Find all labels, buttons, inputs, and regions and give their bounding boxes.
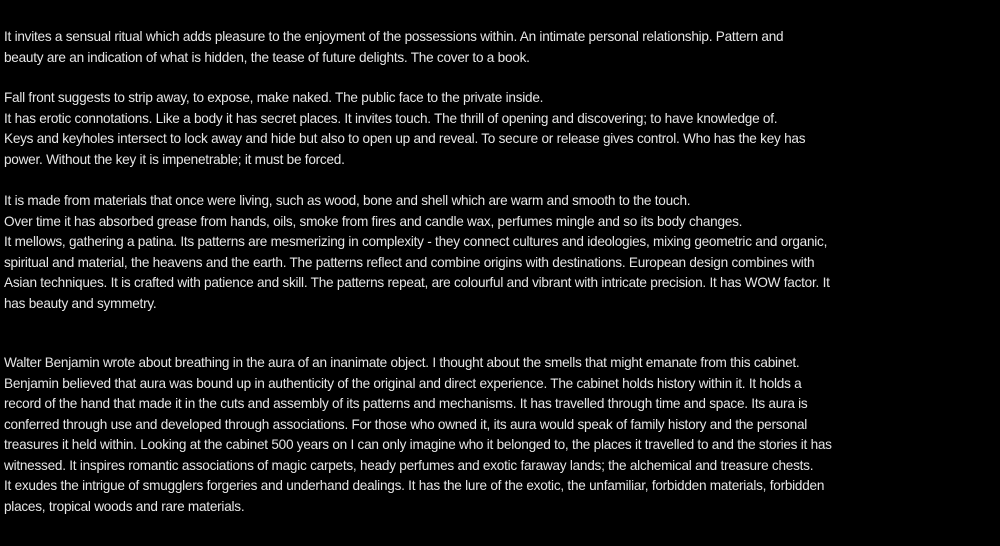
paragraph-spacer (4, 68, 994, 88)
text-line: It has erotic connotations. Like a body it has secret places. It invites touch. The thrill of opening and discovering; to have knowledge of. (4, 110, 778, 126)
paragraph-cover (4, 27, 994, 68)
text-line: beauty are an indication of what is hidden, the tease of future delights. The cover to a book. (4, 49, 530, 65)
paragraph-fall-front (4, 88, 994, 170)
text-line: Asian techniques. It is crafted with patience and skill. The patterns repeat, are colourful and vibrant with intricate precision. It has WOW factor. It (4, 275, 830, 290)
text-body (4, 27, 994, 517)
text-line: Fall front suggests to strip away, to expose, make naked. The public face to the private inside. (4, 90, 544, 105)
text-line: witnessed. It inspires romantic associations of magic carpets, heady perfumes and exotic faraway lands; the alchemical and treasure chests. (4, 457, 814, 473)
paragraph-benjamin-aura (4, 353, 994, 517)
text-line: record of the hand that made it in the cuts and assembly of its patterns and mechanisms. It has travelled through time and space. Its aura is (4, 396, 808, 411)
paragraph-materials (4, 191, 994, 314)
text-line: has beauty and symmetry. (4, 295, 157, 311)
paragraph-spacer (4, 314, 994, 353)
text-line: places, tropical woods and rare materials. (4, 498, 245, 514)
text-line: Keys and keyholes intersect to lock away and hide but also to open up and reveal. To secure or release gives control. Who has the key has (4, 131, 806, 146)
text-line: treasures it held within. Looking at the cabinet 500 years on I can only imagine who it belonged to, the places it travelled to and the stories it has (4, 437, 832, 452)
text-line: Over time it has absorbed grease from hands, oils, smoke from fires and candle wax, perfumes mingle and so its body changes. (4, 213, 743, 229)
text-line: spiritual and material, the heavens and the earth. The patterns reflect and combine origins with destinations. European design combines with (4, 254, 815, 270)
text-line: It is made from materials that once were living, such as wood, bone and shell which are warm and smooth to the touch. (4, 193, 691, 208)
text-line: It mellows, gathering a patina. Its patterns are mesmerizing in complexity - they connect cultures and ideologies, mixing geometric and organic, (4, 234, 828, 249)
text-line: Benjamin believed that aura was bound up in authenticity of the original and direct experience. The cabinet holds history within it. It holds a (4, 375, 802, 391)
text-line: Walter Benjamin wrote about breathing in the aura of an inanimate object. I thought about the smells that might emanate from this cabinet. (4, 355, 800, 370)
paragraph-spacer (4, 170, 994, 191)
text-line: It invites a sensual ritual which adds pleasure to the enjoyment of the possessions within. An intimate personal relationship. Pattern and (4, 29, 784, 44)
text-line: It exudes the intrigue of smugglers forgeries and underhand dealings. It has the lure of the exotic, the unfamiliar, forbidden materials, forbidden (4, 478, 825, 493)
text-line: conferred through use and developed through associations. For those who owned it, its aura would speak of family history and the personal (4, 416, 808, 432)
text-line: power. Without the key it is impenetrable; it must be forced. (4, 151, 345, 167)
